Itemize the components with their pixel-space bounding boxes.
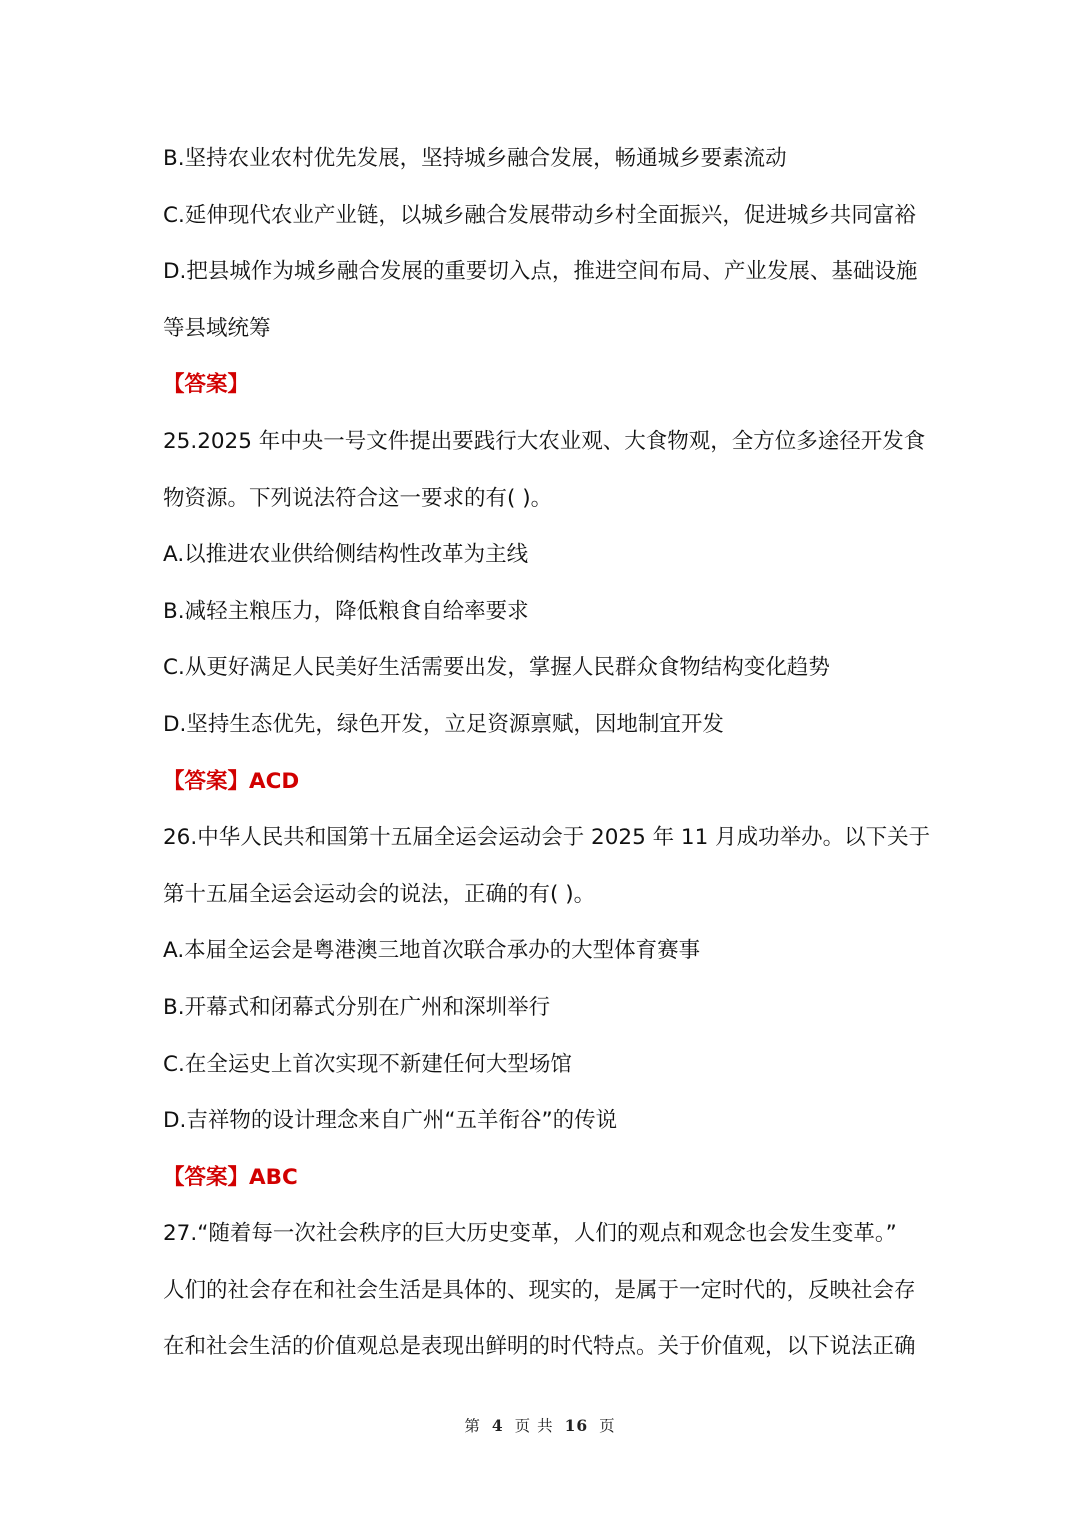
q25-option-b: B.减轻主粮压力，降低粮食自给率要求 <box>163 598 529 624</box>
question-27-line-2: 人们的社会存在和社会生活是具体的、现实的，是属于一定时代的，反映社会存 <box>163 1277 916 1303</box>
question-25-line-1: 25.2025 年中央一号文件提出要践行大农业观、大食物观，全方位多途径开发食 <box>163 428 926 454</box>
option-d: D.把县城作为城乡融合发展的重要切入点，推进空间布局、产业发展、基础设施 <box>163 259 918 285</box>
question-27-line-1: 27.“随着每一次社会秩序的巨大历史变革，人们的观点和观念也会发生变革。” <box>163 1221 897 1247</box>
answer-26: 【答案】ABC <box>163 1164 298 1190</box>
footer-page-number: 4 <box>491 1416 504 1435</box>
answer-25: 【答案】ACD <box>163 768 300 794</box>
q25-option-a: A.以推进农业供给侧结构性改革为主线 <box>163 542 529 568</box>
question-27-line-3: 在和社会生活的价值观总是表现出鲜明的时代特点。关于价值观，以下说法正确 <box>163 1334 916 1360</box>
q25-option-d: D.坚持生态优先，绿色开发，立足资源禀赋，因地制宜开发 <box>163 711 724 737</box>
option-d-continued: 等县域统筹 <box>163 315 271 341</box>
q26-option-a: A.本届全运会是粤港澳三地首次联合承办的大型体育赛事 <box>163 938 701 964</box>
question-26-line-2: 第十五届全运会运动会的说法，正确的有( )。 <box>163 881 596 907</box>
page-footer <box>0 1414 1080 1436</box>
footer-suffix: 页 <box>599 1417 616 1435</box>
document-body <box>163 131 931 1376</box>
option-c: C.延伸现代农业产业链，以城乡融合发展带动乡村全面振兴，促进城乡共同富裕 <box>163 202 916 228</box>
q26-option-b: B.开幕式和闭幕式分别在广州和深圳举行 <box>163 994 551 1020</box>
answer-label-24: 【答案】 <box>163 372 250 398</box>
question-25-line-2: 物资源。下列说法符合这一要求的有( )。 <box>163 485 553 511</box>
question-26-line-1: 26.中华人民共和国第十五届全运会运动会于 2025 年 11 月成功举办。以下关于 <box>163 825 931 851</box>
q26-option-c: C.在全运史上首次实现不新建任何大型场馆 <box>163 1051 572 1077</box>
option-b: B.坚持农业农村优先发展，坚持城乡融合发展，畅通城乡要素流动 <box>163 146 787 171</box>
footer-middle: 页 共 <box>514 1417 554 1435</box>
footer-prefix: 第 <box>464 1417 481 1435</box>
footer-total-pages: 16 <box>564 1416 589 1435</box>
q26-option-d: D.吉祥物的设计理念来自广州“五羊衔谷”的传说 <box>163 1108 618 1134</box>
q25-option-c: C.从更好满足人民美好生活需要出发，掌握人民群众食物结构变化趋势 <box>163 655 830 681</box>
